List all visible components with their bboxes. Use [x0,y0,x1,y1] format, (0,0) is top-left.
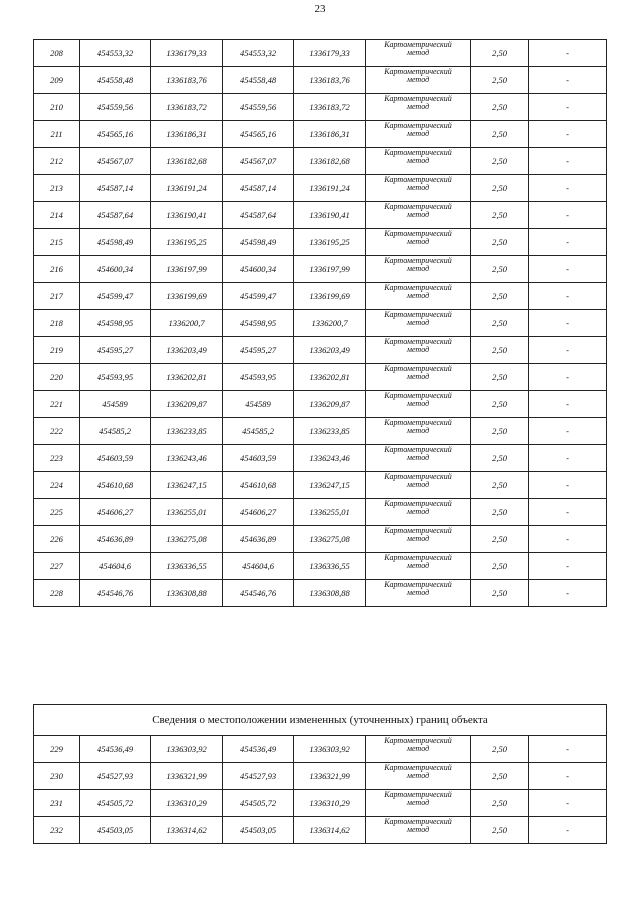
changed-boundaries-table [33,704,607,844]
table-row [34,256,607,283]
coord-y-existing: 1336308,88 [151,580,223,607]
coord-x-new: 454546,76 [223,580,294,607]
note-value: - [529,175,607,202]
coord-y-existing: 1336336,55 [151,553,223,580]
table-row [34,175,607,202]
coord-x-existing: 454589 [80,391,151,418]
coord-y-new: 1336247,15 [294,472,366,499]
coord-y-new: 1336190,41 [294,202,366,229]
method-label-bottom: метод [406,129,430,138]
note-value: - [529,229,607,256]
accuracy-value: 2,50 [471,526,529,553]
method-cell [366,364,471,391]
method-label-top: Картометрический [384,148,452,157]
method-label-bottom: метод [406,798,430,807]
method-cell [366,40,471,67]
accuracy-value: 2,50 [471,580,529,607]
coord-y-new: 1336303,92 [294,736,366,763]
coord-y-existing: 1336202,81 [151,364,223,391]
table-row [34,364,607,391]
coord-x-new: 454527,93 [223,763,294,790]
method-label-bottom: метод [406,426,430,435]
coord-y-new: 1336183,72 [294,94,366,121]
table-row [34,445,607,472]
note-value: - [529,310,607,337]
coord-y-existing: 1336191,24 [151,175,223,202]
point-number: 221 [34,391,80,418]
accuracy-value: 2,50 [471,283,529,310]
point-number: 213 [34,175,80,202]
accuracy-value: 2,50 [471,94,529,121]
coordinates-table [33,39,607,607]
coord-y-new: 1336255,01 [294,499,366,526]
point-number: 230 [34,763,80,790]
coord-x-new: 454598,95 [223,310,294,337]
method-cell [366,229,471,256]
point-number: 227 [34,553,80,580]
method-label-top: Картометрический [384,175,452,184]
coord-x-existing: 454599,47 [80,283,151,310]
method-cell [366,445,471,472]
method-label-top: Картометрический [384,553,452,562]
method-label-bottom: метод [406,588,430,597]
coord-y-new: 1336182,68 [294,148,366,175]
method-label-bottom: метод [406,744,430,753]
accuracy-value: 2,50 [471,121,529,148]
coord-x-existing: 454558,48 [80,67,151,94]
point-number: 222 [34,418,80,445]
note-value: - [529,526,607,553]
method-label-bottom: метод [406,156,430,165]
coordinates-table-body [34,40,607,607]
table-row [34,229,607,256]
coord-x-new: 454610,68 [223,472,294,499]
coord-y-new: 1336183,76 [294,67,366,94]
table-row [34,283,607,310]
coord-y-existing: 1336243,46 [151,445,223,472]
accuracy-value: 2,50 [471,445,529,472]
method-label-bottom: метод [406,534,430,543]
coord-y-new: 1336203,49 [294,337,366,364]
accuracy-value: 2,50 [471,175,529,202]
method-cell [366,337,471,364]
note-value: - [529,202,607,229]
coord-x-existing: 454565,16 [80,121,151,148]
coord-y-existing: 1336275,08 [151,526,223,553]
note-value: - [529,337,607,364]
coord-x-existing: 454598,49 [80,229,151,256]
coord-y-new: 1336275,08 [294,526,366,553]
method-cell [366,526,471,553]
coord-x-new: 454553,32 [223,40,294,67]
coord-y-new: 1336195,25 [294,229,366,256]
method-label-top: Картометрический [384,499,452,508]
coord-y-existing: 1336186,31 [151,121,223,148]
table-row [34,310,607,337]
coord-y-new: 1336243,46 [294,445,366,472]
method-label-top: Картометрический [384,364,452,373]
coord-y-existing: 1336197,99 [151,256,223,283]
coord-y-existing: 1336233,85 [151,418,223,445]
coord-x-new: 454589 [223,391,294,418]
coord-y-new: 1336179,33 [294,40,366,67]
method-label-top: Картометрический [384,256,452,265]
point-number: 215 [34,229,80,256]
coord-x-existing: 454585,2 [80,418,151,445]
point-number: 225 [34,499,80,526]
method-label-bottom: метод [406,771,430,780]
coord-x-new: 454636,89 [223,526,294,553]
coord-y-existing: 1336183,76 [151,67,223,94]
method-label-bottom: метод [406,480,430,489]
coord-x-new: 454565,16 [223,121,294,148]
table-row [34,121,607,148]
coord-x-existing: 454505,72 [80,790,151,817]
point-number: 223 [34,445,80,472]
accuracy-value: 2,50 [471,418,529,445]
accuracy-value: 2,50 [471,553,529,580]
coord-x-existing: 454595,27 [80,337,151,364]
note-value: - [529,472,607,499]
method-label-bottom: метод [406,399,430,408]
point-number: 216 [34,256,80,283]
coord-y-new: 1336310,29 [294,790,366,817]
note-value: - [529,283,607,310]
method-label-top: Картометрический [384,94,452,103]
method-cell [366,175,471,202]
point-number: 220 [34,364,80,391]
method-label-bottom: метод [406,345,430,354]
table-row [34,526,607,553]
method-label-bottom: метод [406,102,430,111]
coord-y-existing: 1336195,25 [151,229,223,256]
note-value: - [529,256,607,283]
note-value: - [529,736,607,763]
coord-y-existing: 1336303,92 [151,736,223,763]
method-label-top: Картометрический [384,229,452,238]
coord-y-new: 1336199,69 [294,283,366,310]
coord-y-existing: 1336255,01 [151,499,223,526]
point-number: 209 [34,67,80,94]
coord-x-new: 454536,49 [223,736,294,763]
coord-x-existing: 454527,93 [80,763,151,790]
note-value: - [529,553,607,580]
coord-x-existing: 454503,05 [80,817,151,844]
coord-x-existing: 454606,27 [80,499,151,526]
coord-y-existing: 1336190,41 [151,202,223,229]
method-label-top: Картометрический [384,40,452,49]
table-row [34,148,607,175]
method-cell [366,763,471,790]
coord-x-new: 454567,07 [223,148,294,175]
accuracy-value: 2,50 [471,499,529,526]
coord-x-new: 454587,64 [223,202,294,229]
coord-x-existing: 454546,76 [80,580,151,607]
coord-y-new: 1336233,85 [294,418,366,445]
coord-x-new: 454606,27 [223,499,294,526]
point-number: 228 [34,580,80,607]
coord-y-new: 1336202,81 [294,364,366,391]
method-label-top: Картометрический [384,310,452,319]
accuracy-value: 2,50 [471,337,529,364]
method-cell [366,817,471,844]
note-value: - [529,790,607,817]
coord-y-existing: 1336203,49 [151,337,223,364]
point-number: 212 [34,148,80,175]
accuracy-value: 2,50 [471,229,529,256]
coord-y-new: 1336308,88 [294,580,366,607]
table-row [34,499,607,526]
method-label-bottom: метод [406,507,430,516]
method-cell [366,499,471,526]
note-value: - [529,148,607,175]
coord-y-new: 1336209,87 [294,391,366,418]
coord-y-new: 1336197,99 [294,256,366,283]
table-row [34,472,607,499]
accuracy-value: 2,50 [471,67,529,94]
point-number: 218 [34,310,80,337]
accuracy-value: 2,50 [471,391,529,418]
method-cell [366,148,471,175]
method-label-bottom: метод [406,237,430,246]
method-cell [366,310,471,337]
method-label-bottom: метод [406,48,430,57]
method-cell [366,67,471,94]
point-number: 208 [34,40,80,67]
coord-x-existing: 454587,64 [80,202,151,229]
method-cell [366,202,471,229]
coord-y-existing: 1336182,68 [151,148,223,175]
method-label-bottom: метод [406,183,430,192]
coord-x-existing: 454536,49 [80,736,151,763]
coord-y-existing: 1336183,72 [151,94,223,121]
method-label-bottom: метод [406,75,430,84]
method-cell [366,736,471,763]
coord-x-new: 454587,14 [223,175,294,202]
method-cell [366,391,471,418]
coord-x-existing: 454587,14 [80,175,151,202]
method-label-top: Картометрический [384,817,452,826]
method-label-top: Картометрический [384,580,452,589]
page-number: 23 [314,3,326,15]
note-value: - [529,580,607,607]
coord-x-existing: 454567,07 [80,148,151,175]
method-label-top: Картометрический [384,736,452,745]
coord-y-existing: 1336199,69 [151,283,223,310]
method-label-bottom: метод [406,264,430,273]
point-number: 211 [34,121,80,148]
coord-y-existing: 1336247,15 [151,472,223,499]
point-number: 217 [34,283,80,310]
method-label-top: Картометрический [384,418,452,427]
coord-x-new: 454603,59 [223,445,294,472]
method-label-bottom: метод [406,453,430,462]
method-cell [366,553,471,580]
coord-y-existing: 1336314,62 [151,817,223,844]
coord-x-existing: 454604,6 [80,553,151,580]
method-label-top: Картометрический [384,526,452,535]
method-cell [366,580,471,607]
note-value: - [529,445,607,472]
method-cell [366,418,471,445]
coord-x-new: 454600,34 [223,256,294,283]
method-label-top: Картометрический [384,391,452,400]
method-cell [366,256,471,283]
coord-x-new: 454585,2 [223,418,294,445]
coord-y-existing: 1336321,99 [151,763,223,790]
coord-x-new: 454503,05 [223,817,294,844]
accuracy-value: 2,50 [471,40,529,67]
coord-x-new: 454593,95 [223,364,294,391]
coord-y-existing: 1336310,29 [151,790,223,817]
note-value: - [529,364,607,391]
method-label-top: Картометрический [384,472,452,481]
table-row [34,94,607,121]
point-number: 219 [34,337,80,364]
table-row [34,736,607,763]
coord-x-new: 454595,27 [223,337,294,364]
coord-x-new: 454598,49 [223,229,294,256]
coord-x-existing: 454600,34 [80,256,151,283]
table-row [34,790,607,817]
method-label-top: Картометрический [384,790,452,799]
coord-x-existing: 454610,68 [80,472,151,499]
note-value: - [529,499,607,526]
accuracy-value: 2,50 [471,148,529,175]
method-label-bottom: метод [406,561,430,570]
point-number: 231 [34,790,80,817]
point-number: 232 [34,817,80,844]
accuracy-value: 2,50 [471,310,529,337]
note-value: - [529,817,607,844]
note-value: - [529,67,607,94]
method-label-top: Картометрический [384,67,452,76]
table-row [34,418,607,445]
note-value: - [529,391,607,418]
accuracy-value: 2,50 [471,763,529,790]
method-label-bottom: метод [406,210,430,219]
note-value: - [529,40,607,67]
note-value: - [529,418,607,445]
method-cell [366,94,471,121]
accuracy-value: 2,50 [471,736,529,763]
note-value: - [529,94,607,121]
coord-x-new: 454604,6 [223,553,294,580]
method-cell [366,283,471,310]
coord-y-new: 1336186,31 [294,121,366,148]
point-number: 214 [34,202,80,229]
table-row [34,202,607,229]
coord-x-existing: 454553,32 [80,40,151,67]
coord-x-new: 454559,56 [223,94,294,121]
method-label-bottom: метод [406,291,430,300]
coord-y-new: 1336191,24 [294,175,366,202]
point-number: 210 [34,94,80,121]
coord-x-existing: 454598,95 [80,310,151,337]
method-cell [366,790,471,817]
section-title: Сведения о местоположении измененных (уточненных) границ объекта [34,705,607,736]
point-number: 224 [34,472,80,499]
coord-x-new: 454558,48 [223,67,294,94]
coord-x-existing: 454593,95 [80,364,151,391]
accuracy-value: 2,50 [471,202,529,229]
coord-y-existing: 1336179,33 [151,40,223,67]
method-label-bottom: метод [406,825,430,834]
point-number: 229 [34,736,80,763]
coord-y-new: 1336336,55 [294,553,366,580]
table-row [34,580,607,607]
table-row [34,40,607,67]
method-label-top: Картометрический [384,202,452,211]
method-cell [366,472,471,499]
coord-y-new: 1336314,62 [294,817,366,844]
coord-x-new: 454505,72 [223,790,294,817]
table-row [34,817,607,844]
method-label-bottom: метод [406,372,430,381]
point-number: 226 [34,526,80,553]
coord-y-new: 1336200,7 [294,310,366,337]
accuracy-value: 2,50 [471,790,529,817]
accuracy-value: 2,50 [471,256,529,283]
changed-boundaries-table-body [34,705,607,844]
method-cell [366,121,471,148]
method-label-top: Картометрический [384,445,452,454]
table-row [34,67,607,94]
table-row [34,553,607,580]
table-row [34,337,607,364]
accuracy-value: 2,50 [471,472,529,499]
coord-x-existing: 454636,89 [80,526,151,553]
method-label-bottom: метод [406,318,430,327]
note-value: - [529,121,607,148]
method-label-top: Картометрический [384,121,452,130]
accuracy-value: 2,50 [471,817,529,844]
table-row [34,391,607,418]
table-row [34,763,607,790]
coord-y-existing: 1336209,87 [151,391,223,418]
method-label-top: Картометрический [384,763,452,772]
coord-x-new: 454599,47 [223,283,294,310]
note-value: - [529,763,607,790]
accuracy-value: 2,50 [471,364,529,391]
coord-y-existing: 1336200,7 [151,310,223,337]
coord-x-existing: 454603,59 [80,445,151,472]
section-title-row [34,705,607,736]
coord-x-existing: 454559,56 [80,94,151,121]
method-label-top: Картометрический [384,283,452,292]
coord-y-new: 1336321,99 [294,763,366,790]
method-label-top: Картометрический [384,337,452,346]
